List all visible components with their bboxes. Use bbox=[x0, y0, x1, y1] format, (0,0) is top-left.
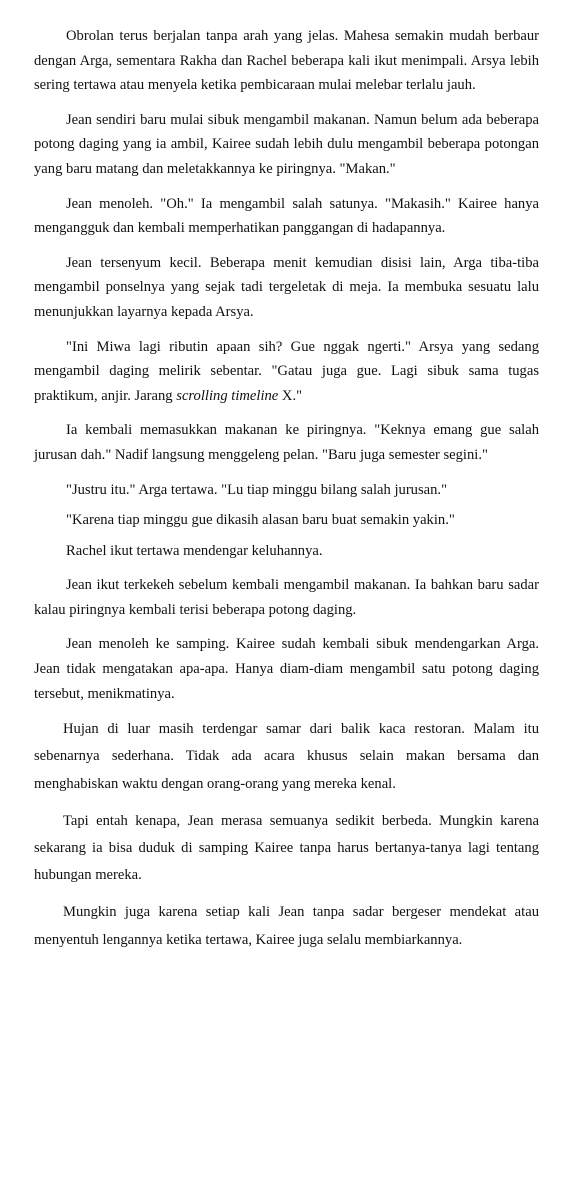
paragraph-text-after: X." bbox=[278, 387, 303, 404]
story-page bbox=[34, 24, 539, 964]
paragraph-text-before: "Ini Miwa lagi ributin apaan sih? Gue nggak ngerti." Arsya yang sedang mengambil daging melirik sebentar. "Gatau juga gue. Lagi sibuk sama tugas praktikum, anjir. Jarang bbox=[34, 338, 539, 404]
paragraph: Jean menoleh. "Oh." Ia mengambil salah satunya. "Makasih." Kairee hanya mengangguk dan kembali memperhatikan panggangan di hadapannya. bbox=[34, 195, 539, 237]
paragraph: Jean sendiri baru mulai sibuk mengambil makanan. Namun belum ada beberapa potong daging yang ia ambil, Kairee sudah lebih dulu mengambil beberapa potongan yang baru matang dan meletakkannya ke piringnya. "Makan." bbox=[34, 111, 539, 177]
paragraph: Jean menoleh ke samping. Kairee sudah kembali sibuk mendengarkan Arga. Jean tidak mengatakan apa-apa. Hanya diam-diam mengambil satu potong daging tersebut, menikmatinya. bbox=[34, 636, 539, 702]
paragraph: Ia kembali memasukkan makanan ke piringnya. "Keknya emang gue salah jurusan dah." Nadif langsung menggeleng pelan. "Baru juga semester segini." bbox=[34, 422, 539, 463]
paragraph: Jean tersenyum kecil. Beberapa menit kemudian disisi lain, Arga tiba-tiba mengambil ponselnya yang sejak tadi tergeletak di meja. Ia membuka sesuatu lalu menunjukkan layarnya kepada Arsya. bbox=[34, 254, 539, 320]
paragraph: Hujan di luar masih terdengar samar dari balik kaca restoran. Malam itu sebenarnya sederhana. Tidak ada acara khusus selain makan bersama dan menghabiskan waktu dengan orang-orang yang mereka kenal. bbox=[34, 721, 539, 792]
paragraph-with-italic bbox=[34, 335, 539, 409]
paragraph: Jean ikut terkekeh sebelum kembali mengambil makanan. Ia bahkan baru sadar kalau piringnya kembali terisi beberapa potong daging. bbox=[34, 577, 539, 618]
paragraph: "Karena tiap minggu gue dikasih alasan baru buat semakin yakin." bbox=[66, 512, 455, 529]
paragraph: Obrolan terus berjalan tanpa arah yang jelas. Mahesa semakin mudah berbaur dengan Arga, sementara Rakha dan Rachel beberapa kali ikut menimpali. Arsya lebih sering tertawa atau menyela ketika pembicaraan mulai melebar terlalu jauh. bbox=[34, 28, 539, 94]
paragraph: "Justru itu." Arga tertawa. "Lu tiap minggu bilang salah jurusan." bbox=[66, 481, 448, 498]
paragraph: Tapi entah kenapa, Jean merasa semuanya sedikit berbeda. Mungkin karena sekarang ia bisa duduk di samping Kairee tanpa harus bertanya-tanya lagi tentang hubungan mereka. bbox=[34, 812, 539, 884]
paragraph: Rachel ikut tertawa mendengar keluhannya. bbox=[66, 542, 323, 559]
italic-phrase: scrolling timeline bbox=[176, 387, 279, 404]
paragraph: Mungkin juga karena setiap kali Jean tanpa sadar bergeser mendekat atau menyentuh lengannya ketika tertawa, Kairee juga selalu membiarkannya. bbox=[34, 904, 539, 948]
